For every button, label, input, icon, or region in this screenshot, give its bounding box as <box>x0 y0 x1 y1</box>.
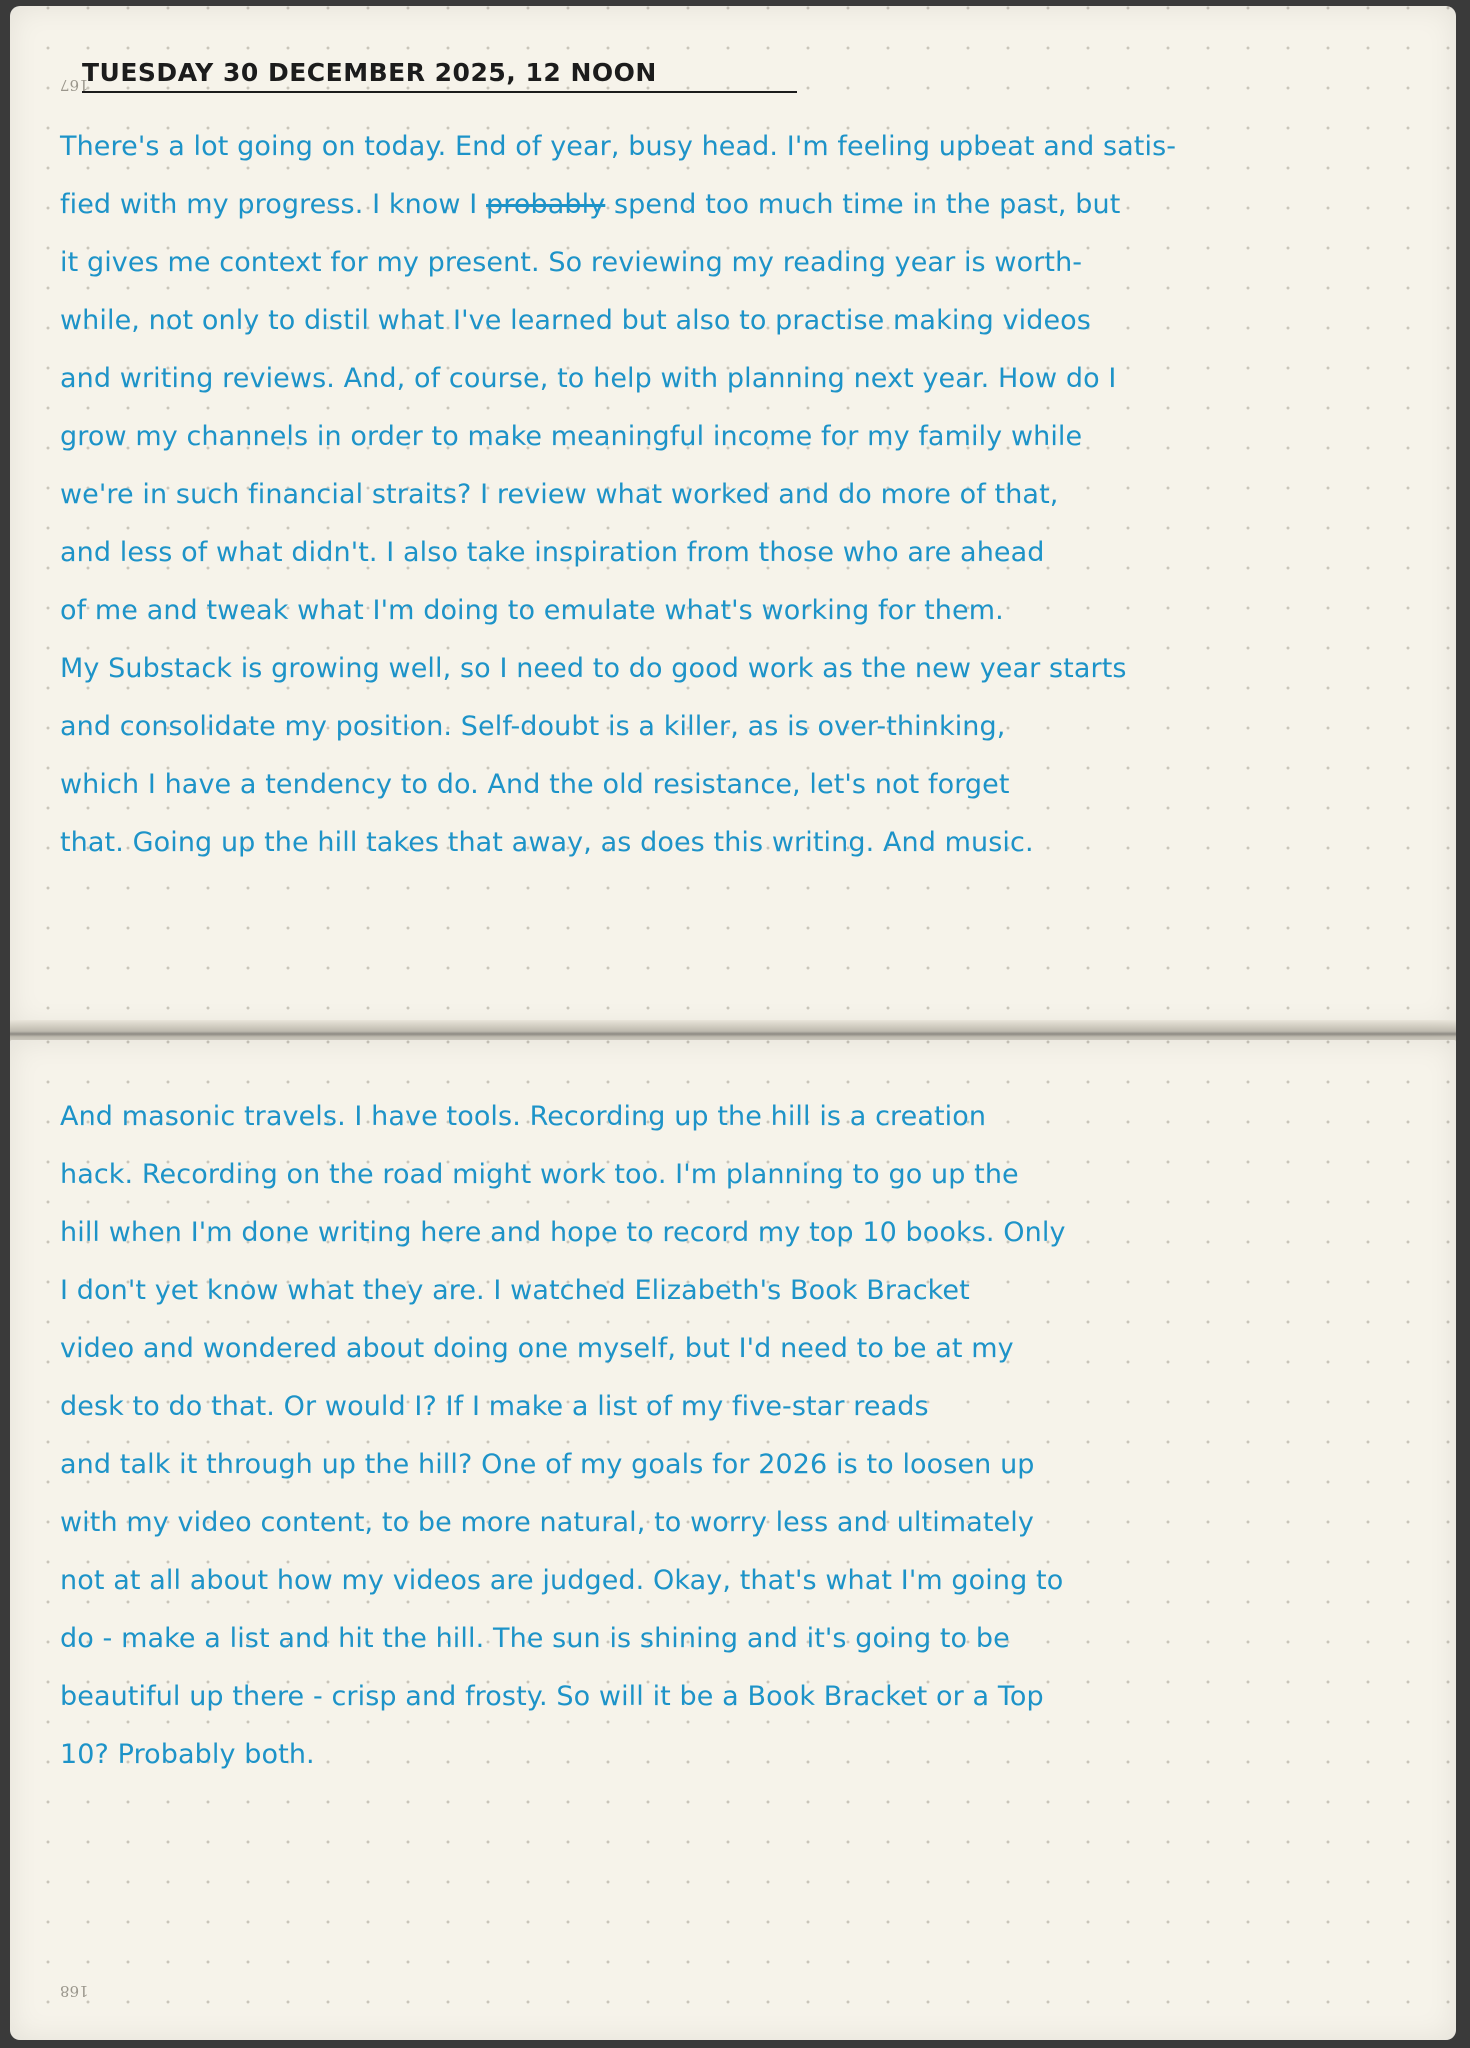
text-line: My Substack is growing well, so I need to do good work as the new year starts <box>60 653 1127 684</box>
text-line: we're in such financial straits? I review what worked and do more of that, <box>60 479 1059 510</box>
text-line: that. Going up the hill takes that away, as does this writing. And music. <box>60 827 1034 858</box>
journal-page-bottom <box>10 1040 1456 2040</box>
page-number: 167 <box>60 76 89 94</box>
text-line: not at all about how my videos are judged. Okay, that's what I'm going to <box>60 1565 1064 1596</box>
text-line: while, not only to distil what I've learned but also to practise making videos <box>60 305 1091 336</box>
text-line: it gives me context for my present. So reviewing my reading year is worth- <box>60 247 1083 278</box>
text-line: and writing reviews. And, of course, to help with planning next year. How do I <box>60 363 1117 394</box>
crossed-out-word: probably <box>486 189 606 220</box>
text-line: beautiful up there - crisp and frosty. So will it be a Book Bracket or a Top <box>60 1681 1044 1712</box>
text-line: video and wondered about doing one myself, but I'd need to be at my <box>60 1333 1014 1364</box>
entry-date-heading: TUESDAY 30 DECEMBER 2025, 12 NOON <box>82 58 797 93</box>
text-line: 10? Probably both. <box>60 1739 315 1770</box>
text-line: hack. Recording on the road might work too. I'm planning to go up the <box>60 1159 1019 1190</box>
handwritten-text-block <box>60 118 1176 872</box>
text-line: There's a lot going on today. End of year, busy head. I'm feeling upbeat and satis- <box>60 131 1177 162</box>
page-number: 168 <box>60 1982 89 2000</box>
text-line: hill when I'm done writing here and hope to record my top 10 books. Only <box>60 1217 1066 1248</box>
text-line: and talk it through up the hill? One of my goals for 2026 is to loosen up <box>60 1449 1035 1480</box>
text-line: desk to do that. Or would I? If I make a list of my five-star reads <box>60 1391 929 1422</box>
text-line: grow my channels in order to make meaningful income for my family while <box>60 421 1083 452</box>
text-line: and less of what didn't. I also take inspiration from those who are ahead <box>60 537 1045 568</box>
text-line: which I have a tendency to do. And the old resistance, let's not forget <box>60 769 1010 800</box>
text-line: of me and tweak what I'm doing to emulate what's working for them. <box>60 595 1004 626</box>
text-line: do - make a list and hit the hill. The sun is shining and it's going to be <box>60 1623 1010 1654</box>
handwritten-text-block <box>60 1088 1066 1784</box>
text-line: with my video content, to be more natural, to worry less and ultimately <box>60 1507 1034 1538</box>
text-line: and consolidate my position. Self-doubt is a killer, as is over-thinking, <box>60 711 1006 742</box>
text-line: And masonic travels. I have tools. Recording up the hill is a creation <box>60 1101 987 1132</box>
text-line-with-strikethrough: fied with my progress. I know I probably spend too much time in the past, but <box>60 189 1121 220</box>
text-line: I don't yet know what they are. I watched Elizabeth's Book Bracket <box>60 1275 970 1306</box>
journal-page-top <box>10 6 1456 1028</box>
